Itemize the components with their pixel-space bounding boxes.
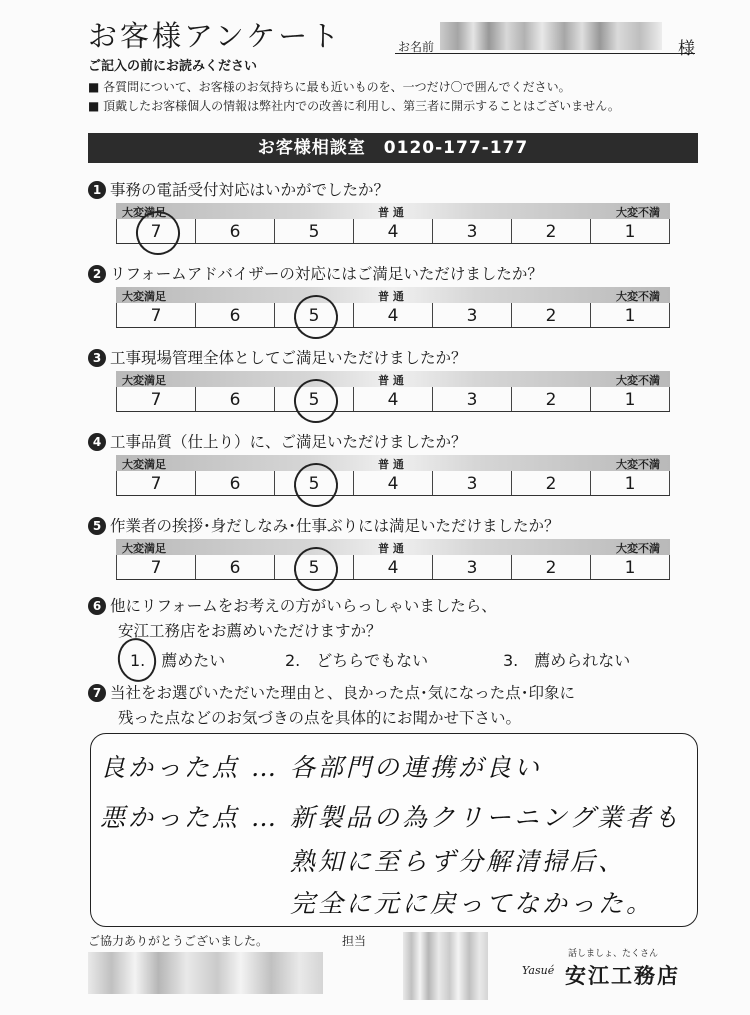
rating-option-5[interactable]: 5: [274, 303, 353, 327]
rating-scale-2: [116, 287, 670, 327]
rating-option-2[interactable]: 2: [511, 303, 590, 327]
rating-option-1[interactable]: 1: [590, 555, 670, 579]
company-slogan: 話しましょ、たくさん: [568, 949, 659, 959]
rating-option-3[interactable]: 3: [432, 387, 511, 411]
rating-option-4[interactable]: 4: [353, 303, 432, 327]
company-logo: 安江工務店: [565, 964, 680, 988]
rating-option-1[interactable]: 1: [590, 303, 670, 327]
rating-option-1[interactable]: 1: [590, 219, 670, 243]
question-1: [88, 178, 389, 200]
rating-option-3[interactable]: 3: [432, 555, 511, 579]
rating-option-7[interactable]: 7: [116, 303, 195, 327]
rating-option-6[interactable]: 6: [195, 303, 274, 327]
scale-label-low: 大変不満: [616, 542, 660, 555]
scale-label-mid: 普 通: [378, 542, 404, 555]
rating-option-2[interactable]: 2: [511, 387, 590, 411]
rating-option-7[interactable]: 7: [116, 219, 195, 243]
name-underline: [395, 53, 695, 54]
question-text: 作業者の挨拶･身だしなみ･仕事ぶりには満足いただけましたか？: [110, 517, 560, 535]
rating-option-7[interactable]: 7: [116, 387, 195, 411]
question-number: 3: [88, 349, 106, 367]
handwritten-line-2: 悪かった点 … 新製品の為クリーニング業者も: [100, 803, 682, 832]
rating-option-1[interactable]: 1: [590, 387, 670, 411]
option-not-recommend[interactable]: 3. 薦められない: [503, 651, 631, 670]
scale-label-low: 大変不満: [616, 374, 660, 387]
rating-option-6[interactable]: 6: [195, 387, 274, 411]
answer-circle-q6: [114, 635, 160, 686]
instruction-note-2: ■ 頂戴したお客様個人の情報は弊社内での改善に利用し、第三者に開示することはございません。: [88, 99, 620, 113]
scale-label-high: 大変満足: [122, 374, 166, 387]
question-6-line2: 安江工務店をお薦めいただけますか？: [118, 622, 382, 640]
rating-scale-4: [116, 455, 670, 495]
rating-option-4[interactable]: 4: [353, 219, 432, 243]
rating-option-3[interactable]: 3: [432, 303, 511, 327]
scale-label-mid: 普 通: [378, 374, 404, 387]
scale-cells: [116, 219, 670, 244]
survey-title: お客様アンケート: [88, 19, 343, 53]
scale-cells: [116, 387, 670, 412]
staff-label: 担当: [342, 934, 367, 948]
question-text: 事務の電話受付対応はいかがでしたか？: [110, 181, 390, 199]
rating-option-5[interactable]: 5: [274, 471, 353, 495]
rating-option-7[interactable]: 7: [116, 471, 195, 495]
scale-cells: [116, 555, 670, 580]
rating-option-5[interactable]: 5: [274, 387, 353, 411]
instructions-heading: ご記入の前にお読みください: [88, 59, 258, 74]
rating-scale-5: [116, 539, 670, 579]
rating-scale-1: [116, 203, 670, 243]
question-text: 当社をお選びいただいた理由と、良かった点･気になった点･印象に: [110, 684, 576, 702]
rating-option-2[interactable]: 2: [511, 555, 590, 579]
handwritten-line-4: 完全に元に戻ってなかった。: [290, 889, 655, 918]
scale-cells: [116, 471, 670, 496]
question-text: 工事現場管理全体としてご満足いただけましたか？: [110, 349, 467, 367]
question-5: [88, 514, 560, 536]
question-number: 6: [88, 597, 106, 615]
question-number: 4: [88, 433, 106, 451]
option-neutral[interactable]: 2. どちらでもない: [285, 651, 429, 670]
rating-scale-3: [116, 371, 670, 411]
customer-service-band: お客様相談室 0120-177-177: [88, 133, 698, 163]
scale-label-high: 大変満足: [122, 206, 166, 219]
scale-cells: [116, 303, 670, 328]
rating-option-6[interactable]: 6: [195, 219, 274, 243]
honorific: 様: [678, 39, 695, 59]
scale-label-high: 大変満足: [122, 542, 166, 555]
question-6: [88, 594, 497, 616]
redacted-date: [88, 952, 323, 994]
scale-label-mid: 普 通: [378, 290, 404, 303]
question-4: [88, 430, 467, 452]
question-3: [88, 346, 467, 368]
scale-label-mid: 普 通: [378, 458, 404, 471]
rating-option-3[interactable]: 3: [432, 471, 511, 495]
question-number: 1: [88, 181, 106, 199]
scale-label-mid: 普 通: [378, 206, 404, 219]
question-2: [88, 262, 543, 284]
scale-label-low: 大変不満: [616, 206, 660, 219]
rating-option-3[interactable]: 3: [432, 219, 511, 243]
rating-option-6[interactable]: 6: [195, 555, 274, 579]
question-text: リフォームアドバイザーの対応にはご満足いただけましたか？: [110, 265, 543, 283]
rating-option-4[interactable]: 4: [353, 387, 432, 411]
thanks-text: ご協力ありがとうございました。: [88, 934, 269, 948]
rating-option-6[interactable]: 6: [195, 471, 274, 495]
handwritten-line-3: 熟知に至らず分解清掃后、: [290, 847, 627, 876]
redacted-staff-name: [403, 932, 488, 1000]
handwritten-line-1: 良かった点 … 各部門の連携が良い: [100, 753, 542, 782]
rating-option-5[interactable]: 5: [274, 219, 353, 243]
question-7-line2: 残った点などのお気づきの点を具体的にお聞かせ下さい。: [118, 709, 522, 727]
question-number: 2: [88, 265, 106, 283]
option-recommend[interactable]: 1. 薦めたい: [130, 651, 226, 670]
rating-option-7[interactable]: 7: [116, 555, 195, 579]
question-text: 工事品質（仕上り）に、ご満足いただけましたか？: [110, 433, 467, 451]
name-label: お名前: [398, 40, 435, 54]
rating-option-2[interactable]: 2: [511, 471, 590, 495]
question-number: 5: [88, 517, 106, 535]
scale-label-high: 大変満足: [122, 458, 166, 471]
rating-option-5[interactable]: 5: [274, 555, 353, 579]
rating-option-4[interactable]: 4: [353, 555, 432, 579]
rating-option-2[interactable]: 2: [511, 219, 590, 243]
instruction-note-1: ■ 各質問について、お客様のお気持ちに最も近いものを、一つだけ〇で囲んでください。: [88, 80, 571, 94]
redacted-name: [440, 22, 662, 50]
scale-label-low: 大変不満: [616, 290, 660, 303]
question-7: [88, 681, 575, 703]
rating-option-1[interactable]: 1: [590, 471, 670, 495]
rating-option-4[interactable]: 4: [353, 471, 432, 495]
question-number: 7: [88, 684, 106, 702]
scale-label-low: 大変不満: [616, 458, 660, 471]
question-text: 他にリフォームをお考えの方がいらっしゃいましたら、: [110, 597, 497, 615]
company-logo-script: Yasué: [522, 964, 555, 977]
scale-label-high: 大変満足: [122, 290, 166, 303]
